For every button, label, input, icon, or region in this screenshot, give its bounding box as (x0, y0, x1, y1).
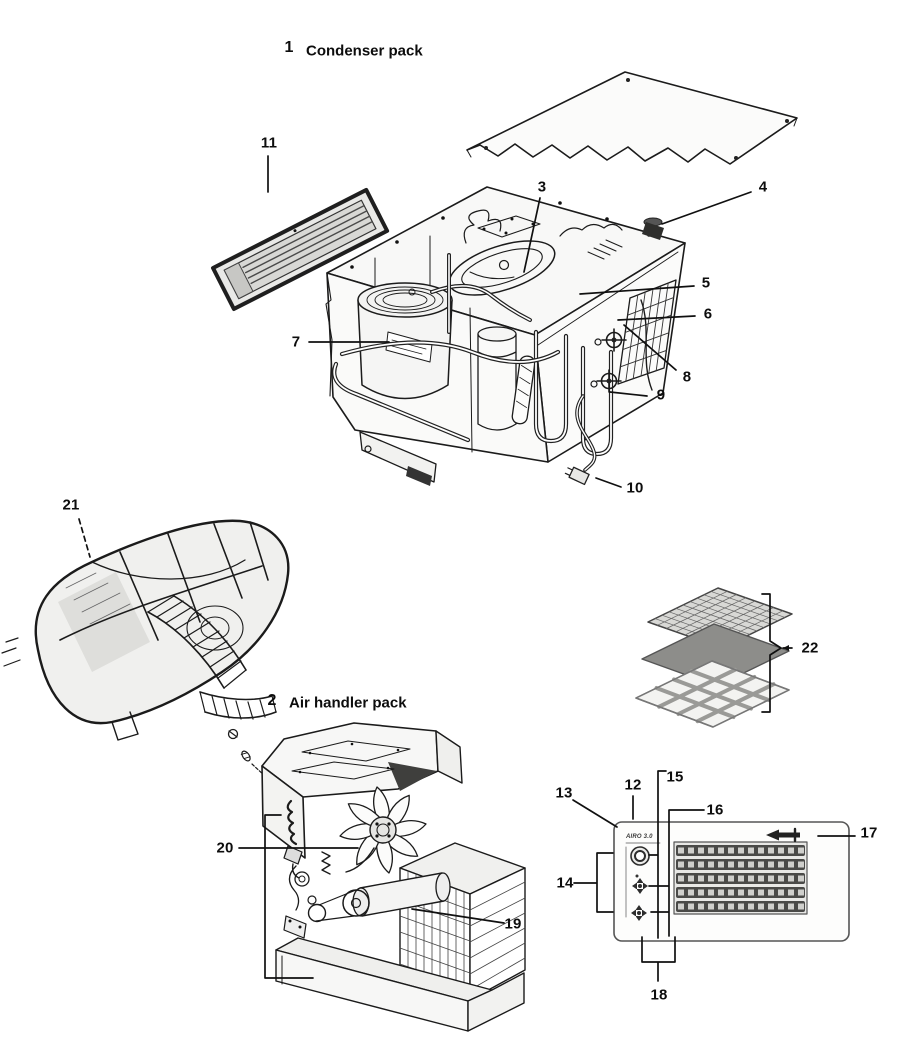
callout-7: 7 (291, 333, 301, 351)
panel-logo: AIRO 3.0 (626, 834, 653, 840)
bracket-18 (642, 937, 675, 981)
section-condenser-number: 1 (284, 39, 294, 56)
callout-5: 5 (701, 274, 711, 292)
callout-20: 20 (216, 839, 234, 857)
vent-grille (674, 842, 807, 914)
callout-13: 13 (555, 784, 573, 802)
callout-21: 21 (62, 496, 80, 514)
callout-15: 15 (666, 768, 684, 786)
section-condenser-title: Condenser pack (306, 42, 423, 60)
section-air-handler-title: Air handler pack (289, 694, 407, 712)
leader-21 (79, 519, 90, 557)
callout-22: 22 (801, 639, 819, 657)
callout-16: 16 (706, 801, 724, 819)
leader-13 (573, 800, 617, 827)
callout-12: 12 (624, 776, 642, 794)
callout-19: 19 (504, 915, 522, 933)
callout-4: 4 (758, 178, 768, 196)
top-cover-illustration (467, 72, 797, 164)
air-handler-illustration (229, 723, 526, 1031)
knob-control (631, 847, 649, 865)
callout-11: 11 (260, 134, 278, 152)
callout-17: 17 (860, 824, 878, 842)
callout-9: 9 (656, 386, 666, 404)
section-air-handler-number: 2 (267, 692, 277, 709)
fan-illustration (340, 787, 426, 873)
plenum-assembly-illustration (2, 521, 288, 740)
callout-6: 6 (703, 305, 713, 323)
callout-10: 10 (626, 479, 644, 497)
callout-18: 18 (650, 986, 668, 1004)
leader-10 (596, 478, 621, 487)
callout-14: 14 (556, 874, 574, 892)
filter-stack-illustration (636, 588, 792, 727)
callout-3: 3 (537, 178, 547, 196)
leader-4 (662, 192, 751, 224)
bracket-14 (574, 853, 613, 912)
callout-8: 8 (682, 368, 692, 386)
